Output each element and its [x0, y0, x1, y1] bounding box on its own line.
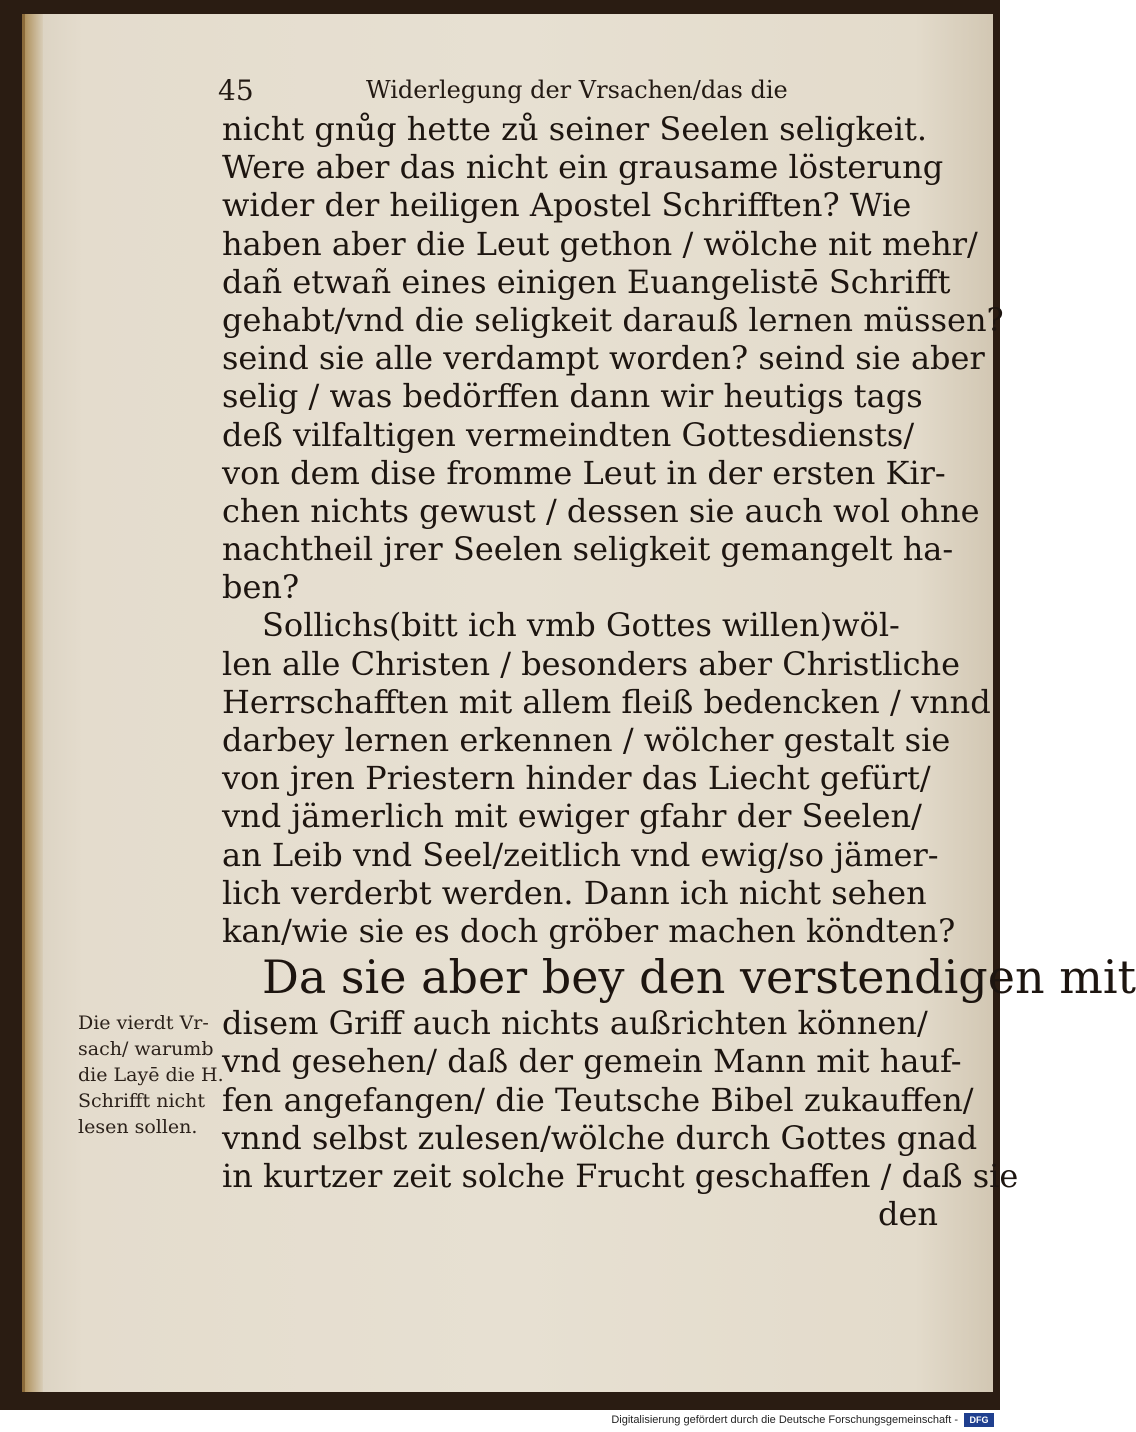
- section-start-line: Da sie aber bey den verstendigen mit: [262, 950, 1136, 1005]
- text-line: kan/wie sie es doch gröber machen köndten?: [222, 911, 956, 950]
- catchword: den: [877, 1195, 938, 1234]
- text-line: Were aber das nicht ein grausame lösterung: [222, 148, 944, 187]
- text-line: von jren Priestern hinder das Liecht gefürt/: [222, 759, 931, 798]
- text-line: haben aber die Leut gethon / wölche nit mehr/: [222, 224, 978, 263]
- text-line: seind sie alle verdampt worden? seind sie aber: [222, 339, 985, 378]
- margin-note: [78, 1010, 238, 1140]
- text-line: vnd jämerlich mit ewiger gfahr der Seelen/: [222, 797, 922, 836]
- funding-credit: Digitalisierung gefördert durch die Deutsche Forschungsgemeinschaft -: [611, 1414, 958, 1426]
- text-line: Herrschafften mit allem fleiß bedencken / vnnd: [222, 682, 991, 721]
- text-line: dañ etwañ eines einigen Euangelistē Schrifft: [222, 262, 951, 301]
- page-gutter: [25, 14, 43, 1392]
- text-line: nicht gnůg hette zů seiner Seelen seligkeit.: [222, 110, 928, 148]
- text-line: len alle Christen / besonders aber Christliche: [222, 644, 961, 683]
- text-line: deß vilfaltigen vermeindten Gottesdiensts/: [222, 415, 915, 454]
- text-line: chen nichts gewust / dessen sie auch wol ohne: [222, 491, 980, 530]
- margin-note-line: die Layē die H.: [78, 1064, 224, 1086]
- running-head: Widerlegung der Vrsachen/das die: [366, 76, 788, 104]
- text-line: wider der heiligen Apostel Schrifften? Wie: [222, 186, 912, 225]
- main-text-block: [222, 110, 1136, 1234]
- text-line: nachtheil jrer Seelen seligkeit gemangelt ha-: [222, 530, 954, 569]
- margin-note-line: lesen sollen.: [78, 1116, 198, 1138]
- dfg-logo: DFG: [964, 1413, 994, 1427]
- page-number: 45: [218, 74, 254, 107]
- text-line: darbey lernen erkennen / wölcher gestalt sie: [222, 721, 951, 759]
- text-line: in kurtzer zeit solche Frucht geschaffen / daß sie: [222, 1156, 1019, 1195]
- text-line: an Leib vnd Seel/zeitlich vnd ewig/so jämer-: [222, 835, 939, 874]
- text-line: vnd gesehen/ daß der gemein Mann mit hauf-: [222, 1042, 962, 1081]
- margin-note-line: sach/ warumb: [78, 1038, 214, 1060]
- page-header: [218, 74, 938, 110]
- text-line: lich verderbt werden. Dann ich nicht sehen: [222, 873, 927, 912]
- text-line: selig / was bedörffen dann wir heutigs tags: [222, 377, 923, 416]
- margin-note-line: Schrifft nicht: [78, 1090, 206, 1112]
- margin-note-line: Die vierdt Vr-: [78, 1012, 209, 1034]
- text-line: fen angefangen/ die Teutsche Bibel zukauffen/: [222, 1080, 974, 1119]
- footer-bar: [0, 1410, 1000, 1432]
- text-line: disem Griff auch nichts außrichten können/: [222, 1004, 928, 1043]
- text-line: ben?: [222, 568, 300, 607]
- paragraph-start-line: Sollichs(bitt ich vmb Gottes willen)wöl-: [262, 606, 900, 645]
- text-line: von dem dise fromme Leut in der ersten Kir-: [222, 453, 946, 492]
- text-line: gehabt/vnd die seligkeit darauß lernen müssen?: [222, 300, 1004, 339]
- text-line: vnnd selbst zulesen/wölche durch Gottes gnad: [222, 1118, 978, 1157]
